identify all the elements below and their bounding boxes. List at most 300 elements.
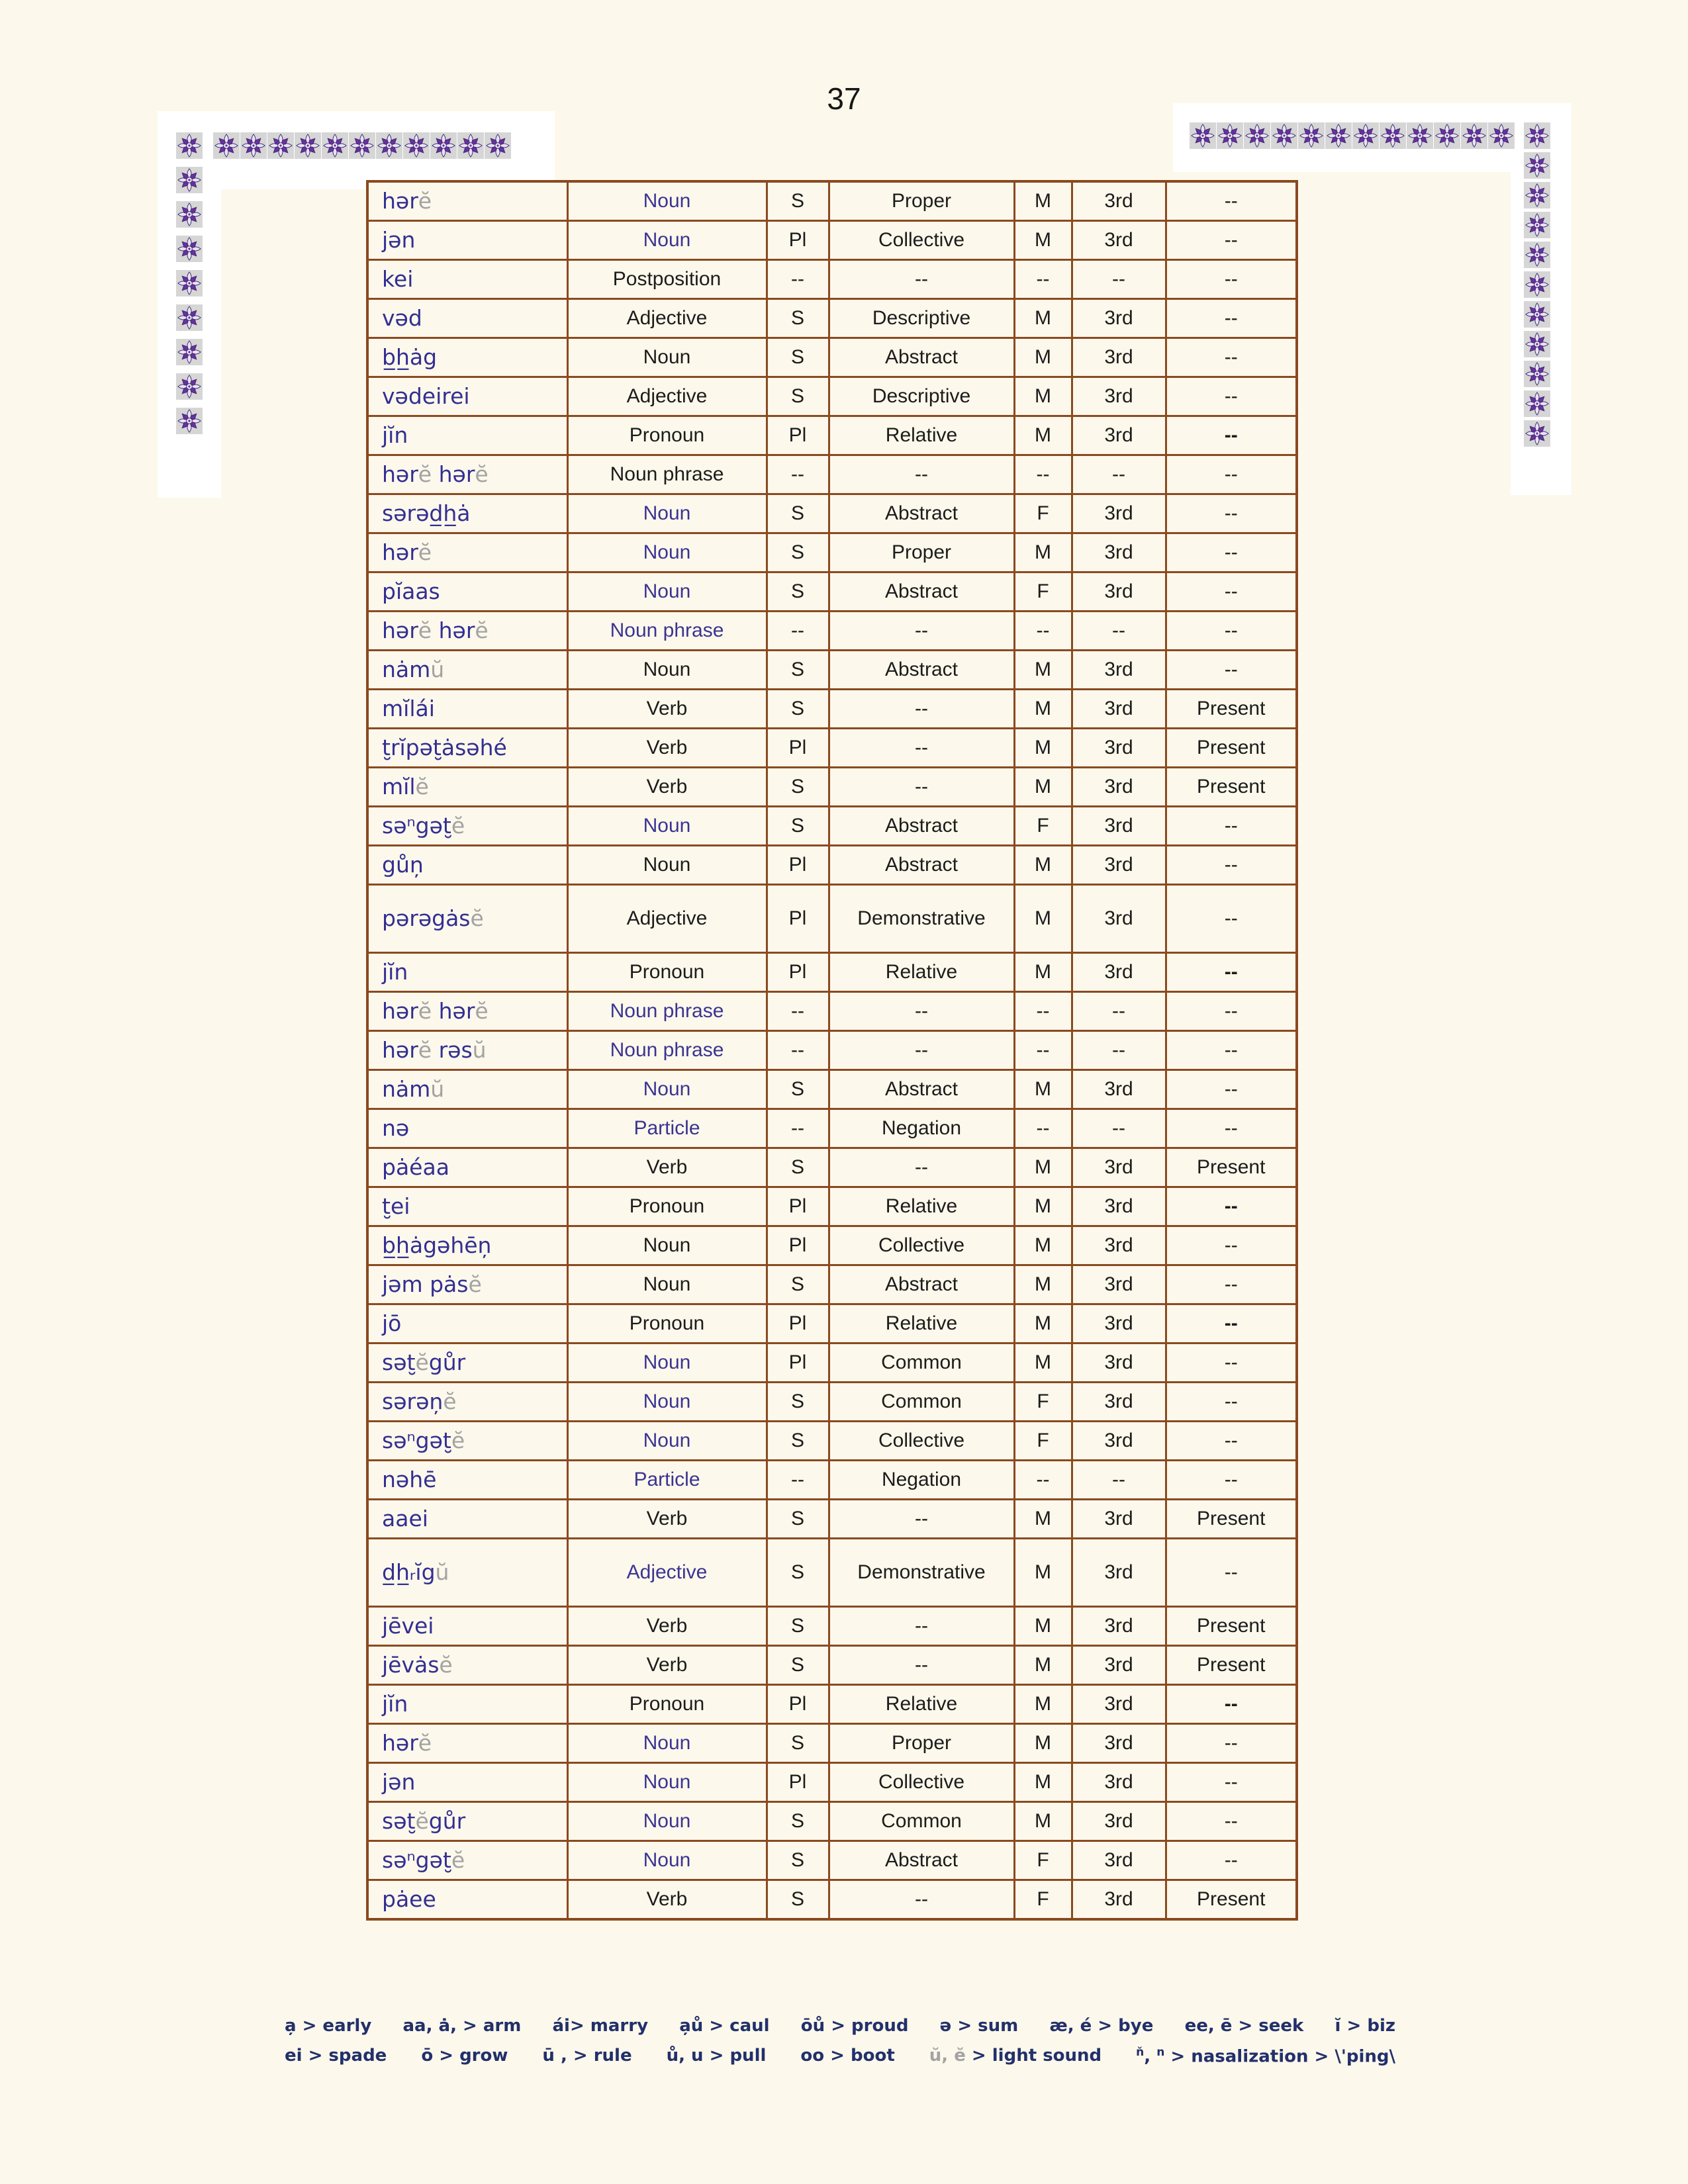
cell-number: Pl xyxy=(767,953,829,992)
cell-person: 3rd xyxy=(1072,1383,1166,1422)
table-row xyxy=(367,1148,1297,1187)
table-row xyxy=(367,181,1297,221)
cell-word xyxy=(367,807,567,846)
word-segment: sət̮ xyxy=(382,1349,416,1375)
cell-gender: F xyxy=(1014,1422,1072,1461)
word-light-segment: ĕ xyxy=(470,905,484,931)
word-light-segment: ĕ xyxy=(451,812,465,839)
flower-icon xyxy=(1407,123,1432,148)
cell-number: S xyxy=(767,572,829,612)
word-segment: ĭ > biz xyxy=(1335,2016,1395,2036)
flower-icon xyxy=(1524,421,1550,446)
cell-word xyxy=(367,1148,567,1187)
cell-word xyxy=(367,953,567,992)
cell-category: Abstract xyxy=(829,338,1014,377)
flower-square xyxy=(1190,122,1216,149)
word-segment: ō > grow xyxy=(421,2046,508,2066)
cell-number: S xyxy=(767,299,829,338)
cell-person: 3rd xyxy=(1072,768,1166,807)
cell-category: -- xyxy=(829,1148,1014,1187)
flower-square xyxy=(176,167,203,193)
word-segment: ə > sum xyxy=(939,2016,1019,2036)
flower-icon xyxy=(1434,123,1460,148)
cell-part-of-speech: Noun xyxy=(567,1802,767,1841)
cell-tense: -- xyxy=(1166,1763,1297,1802)
word-segment: hər xyxy=(432,461,475,487)
legend-line-2 xyxy=(285,2046,1395,2067)
word-segment: jēvei xyxy=(382,1612,434,1639)
cell-word xyxy=(367,1070,567,1109)
flower-icon xyxy=(177,167,202,193)
cell-category: Negation xyxy=(829,1109,1014,1148)
cell-tense: -- xyxy=(1166,1265,1297,1304)
cell-person: 3rd xyxy=(1072,1148,1166,1187)
flower-square xyxy=(1524,122,1550,149)
cell-person: 3rd xyxy=(1072,1265,1166,1304)
flower-square xyxy=(1244,122,1270,149)
word-segment: hər xyxy=(432,617,475,643)
cell-gender: M xyxy=(1014,377,1072,416)
legend-item xyxy=(801,2016,909,2036)
word-segment: səⁿgət̮ xyxy=(382,812,451,839)
cell-part-of-speech: Noun xyxy=(567,1383,767,1422)
cell-category: Collective xyxy=(829,1422,1014,1461)
cell-number: S xyxy=(767,1383,829,1422)
cell-part-of-speech: Noun xyxy=(567,1070,767,1109)
cell-person: 3rd xyxy=(1072,1763,1166,1802)
cell-tense: -- xyxy=(1166,181,1297,221)
word-segment: jēvȧs xyxy=(382,1651,440,1678)
cell-gender: M xyxy=(1014,338,1072,377)
cell-category: Collective xyxy=(829,1226,1014,1265)
flower-icon xyxy=(177,340,202,365)
cell-word xyxy=(367,1607,567,1646)
cell-category: Relative xyxy=(829,416,1014,455)
table-row xyxy=(367,807,1297,846)
cell-word xyxy=(367,416,567,455)
word-segment: mĭl xyxy=(382,773,416,799)
cell-person: 3rd xyxy=(1072,1685,1166,1724)
word-segment: jəm pȧs xyxy=(382,1271,469,1297)
legend-item xyxy=(553,2016,649,2036)
word-segment: gůņ xyxy=(382,851,424,878)
word-light-segment: ĕ xyxy=(418,617,432,643)
cell-part-of-speech: Noun xyxy=(567,846,767,885)
cell-category: Collective xyxy=(829,1763,1014,1802)
table-row xyxy=(367,690,1297,729)
cell-number: Pl xyxy=(767,885,829,953)
cell-number: S xyxy=(767,651,829,690)
word-segment: hər xyxy=(382,1036,418,1063)
word-segment: jĭn xyxy=(382,422,408,448)
word-segment: jən xyxy=(382,226,416,253)
word-light-segment: ĕ xyxy=(418,461,432,487)
cell-word xyxy=(367,338,567,377)
cell-person: 3rd xyxy=(1072,1070,1166,1109)
cell-tense: -- xyxy=(1166,299,1297,338)
cell-part-of-speech: Noun phrase xyxy=(567,455,767,494)
cell-gender: -- xyxy=(1014,455,1072,494)
cell-category: Relative xyxy=(829,1685,1014,1724)
cell-word xyxy=(367,1226,567,1265)
flower-icon xyxy=(1524,302,1550,327)
legend-item xyxy=(285,2016,371,2036)
cell-part-of-speech: Noun xyxy=(567,807,767,846)
word-light-segment: ĕ xyxy=(415,773,429,799)
word-segment: nə xyxy=(382,1115,410,1141)
cell-gender: M xyxy=(1014,1646,1072,1685)
cell-number: Pl xyxy=(767,1763,829,1802)
cell-person: 3rd xyxy=(1072,572,1166,612)
word-segment: pȧee xyxy=(382,1886,436,1912)
cell-person: 3rd xyxy=(1072,1607,1166,1646)
cell-gender: M xyxy=(1014,1539,1072,1607)
cell-tense: -- xyxy=(1166,1539,1297,1607)
cell-person: -- xyxy=(1072,1031,1166,1070)
cell-word xyxy=(367,377,567,416)
word-segment: jĭn xyxy=(382,1690,408,1717)
cell-gender: M xyxy=(1014,1685,1072,1724)
flower-icon xyxy=(177,271,202,296)
grammar-analysis-table xyxy=(366,180,1298,1921)
cell-word xyxy=(367,768,567,807)
cell-gender: -- xyxy=(1014,260,1072,299)
cell-category: Abstract xyxy=(829,651,1014,690)
cell-tense: -- xyxy=(1166,416,1297,455)
top-right-flower-border xyxy=(1190,122,1515,149)
cell-person: 3rd xyxy=(1072,1646,1166,1685)
cell-person: 3rd xyxy=(1072,807,1166,846)
cell-person: 3rd xyxy=(1072,1802,1166,1841)
cell-person: 3rd xyxy=(1072,953,1166,992)
flower-icon xyxy=(1524,183,1550,208)
flower-icon xyxy=(1524,242,1550,267)
cell-gender: M xyxy=(1014,651,1072,690)
right-flower-border xyxy=(1524,122,1550,447)
cell-tense: -- xyxy=(1166,455,1297,494)
cell-word xyxy=(367,690,567,729)
cell-category: Proper xyxy=(829,1724,1014,1763)
cell-gender: F xyxy=(1014,494,1072,533)
cell-number: -- xyxy=(767,612,829,651)
cell-person: 3rd xyxy=(1072,1880,1166,1920)
cell-category: -- xyxy=(829,690,1014,729)
cell-gender: M xyxy=(1014,533,1072,572)
cell-number: S xyxy=(767,768,829,807)
flower-square xyxy=(295,132,321,159)
cell-gender: -- xyxy=(1014,1461,1072,1500)
word-segment: ái> marry xyxy=(552,2016,649,2036)
table-row xyxy=(367,1304,1297,1343)
cell-person: 3rd xyxy=(1072,533,1166,572)
flower-square xyxy=(1325,122,1352,149)
word-segment: aa, ȧ, > arm xyxy=(402,2016,522,2036)
cell-number: Pl xyxy=(767,1187,829,1226)
cell-person: 3rd xyxy=(1072,1500,1166,1539)
left-flower-border xyxy=(176,132,203,434)
cell-number: -- xyxy=(767,1031,829,1070)
flower-square xyxy=(430,132,457,159)
cell-gender: M xyxy=(1014,953,1072,992)
cell-gender: M xyxy=(1014,1500,1072,1539)
cell-person: 3rd xyxy=(1072,1343,1166,1383)
word-light-segment: ĕ xyxy=(443,1388,457,1414)
flower-icon xyxy=(404,133,429,158)
word-light-segment: ŭ xyxy=(430,656,445,682)
cell-part-of-speech: Noun xyxy=(567,1265,767,1304)
legend-item xyxy=(285,2046,387,2067)
cell-word xyxy=(367,494,567,533)
flower-square xyxy=(1524,361,1550,387)
word-light-segment: ĕ xyxy=(439,1651,453,1678)
cell-tense: -- xyxy=(1166,1031,1297,1070)
cell-tense: Present xyxy=(1166,1880,1297,1920)
flower-icon xyxy=(322,133,348,158)
cell-person: 3rd xyxy=(1072,338,1166,377)
table-row xyxy=(367,1539,1297,1607)
word-segment: kei xyxy=(382,265,414,292)
cell-number: S xyxy=(767,1539,829,1607)
cell-tense: -- xyxy=(1166,953,1297,992)
cell-number: S xyxy=(767,690,829,729)
cell-gender: -- xyxy=(1014,612,1072,651)
word-segment: nəhē xyxy=(382,1466,437,1492)
table-row xyxy=(367,1724,1297,1763)
cell-gender: M xyxy=(1014,729,1072,768)
word-segment: səⁿgət̮ xyxy=(382,1427,451,1453)
cell-gender: M xyxy=(1014,1343,1072,1383)
flower-icon xyxy=(1299,123,1324,148)
flower-icon xyxy=(1489,123,1514,148)
cell-category: -- xyxy=(829,455,1014,494)
cell-word xyxy=(367,1763,567,1802)
cell-gender: F xyxy=(1014,1383,1072,1422)
cell-gender: -- xyxy=(1014,1109,1072,1148)
word-segment: rəs xyxy=(432,1036,473,1063)
flower-icon xyxy=(1524,272,1550,297)
word-segment: b̲h̲ȧg xyxy=(382,343,438,370)
table-row xyxy=(367,1607,1297,1646)
cell-number: S xyxy=(767,1880,829,1920)
table-row xyxy=(367,729,1297,768)
table-row xyxy=(367,846,1297,885)
cell-part-of-speech: Particle xyxy=(567,1461,767,1500)
word-segment: hər xyxy=(382,617,418,643)
cell-category: Relative xyxy=(829,953,1014,992)
table-row xyxy=(367,260,1297,299)
flower-square xyxy=(1524,420,1550,447)
flower-square xyxy=(1298,122,1325,149)
cell-category: Negation xyxy=(829,1461,1014,1500)
table-row xyxy=(367,455,1297,494)
cell-gender: M xyxy=(1014,1226,1072,1265)
cell-part-of-speech: Verb xyxy=(567,1646,767,1685)
cell-part-of-speech: Noun xyxy=(567,1763,767,1802)
table-row xyxy=(367,1265,1297,1304)
cell-category: Abstract xyxy=(829,494,1014,533)
cell-part-of-speech: Verb xyxy=(567,1880,767,1920)
cell-word xyxy=(367,455,567,494)
word-segment: ee, ē > seek xyxy=(1184,2016,1304,2036)
flower-square xyxy=(322,132,348,159)
word-segment: a̦ů > caul xyxy=(679,2016,770,2036)
legend-item xyxy=(403,2016,522,2036)
cell-tense: Present xyxy=(1166,729,1297,768)
cell-gender: M xyxy=(1014,1724,1072,1763)
legend-item xyxy=(1335,2016,1395,2036)
flower-square xyxy=(1461,122,1487,149)
table-row xyxy=(367,885,1297,953)
cell-part-of-speech: Noun xyxy=(567,221,767,260)
cell-tense: -- xyxy=(1166,612,1297,651)
cell-part-of-speech: Adjective xyxy=(567,885,767,953)
flower-square xyxy=(1352,122,1379,149)
cell-person: -- xyxy=(1072,260,1166,299)
cell-tense: -- xyxy=(1166,1226,1297,1265)
table-row xyxy=(367,377,1297,416)
cell-word xyxy=(367,299,567,338)
cell-tense: Present xyxy=(1166,768,1297,807)
cell-number: S xyxy=(767,1070,829,1109)
word-segment: t̮rĭpət̮ȧsəhé xyxy=(382,734,507,760)
cell-category: Abstract xyxy=(829,807,1014,846)
word-segment: mĭlái xyxy=(382,695,435,721)
cell-number: -- xyxy=(767,455,829,494)
cell-number: Pl xyxy=(767,729,829,768)
flower-icon xyxy=(1524,212,1550,238)
word-light-segment: ĕ xyxy=(418,1036,432,1063)
cell-gender: M xyxy=(1014,1607,1072,1646)
word-segment: hər xyxy=(382,461,418,487)
flower-icon xyxy=(485,133,510,158)
cell-number: -- xyxy=(767,1109,829,1148)
flower-icon xyxy=(268,133,293,158)
word-light-segment: ĕ xyxy=(418,1729,432,1756)
table-row xyxy=(367,992,1297,1031)
cell-number: S xyxy=(767,807,829,846)
legend-item xyxy=(542,2046,632,2067)
cell-part-of-speech: Noun xyxy=(567,181,767,221)
word-segment: vədeirei xyxy=(382,383,470,409)
cell-person: 3rd xyxy=(1072,729,1166,768)
word-light-segment: ĕ xyxy=(451,1427,465,1453)
cell-number: S xyxy=(767,1265,829,1304)
word-light-segment: ŭ xyxy=(472,1036,487,1063)
cell-category: -- xyxy=(829,1880,1014,1920)
cell-category: Common xyxy=(829,1383,1014,1422)
word-segment: gůr xyxy=(428,1349,466,1375)
cell-category: Abstract xyxy=(829,1070,1014,1109)
cell-gender: M xyxy=(1014,1763,1072,1802)
table-row xyxy=(367,1685,1297,1724)
table-row xyxy=(367,1343,1297,1383)
cell-word xyxy=(367,612,567,651)
cell-gender: M xyxy=(1014,1304,1072,1343)
cell-part-of-speech: Noun xyxy=(567,1422,767,1461)
cell-word xyxy=(367,221,567,260)
cell-gender: M xyxy=(1014,846,1072,885)
cell-tense: -- xyxy=(1166,846,1297,885)
cell-part-of-speech: Adjective xyxy=(567,377,767,416)
cell-person: 3rd xyxy=(1072,690,1166,729)
cell-category: Abstract xyxy=(829,572,1014,612)
cell-part-of-speech: Verb xyxy=(567,690,767,729)
word-light-segment: ŭ xyxy=(430,1075,445,1102)
cell-tense: -- xyxy=(1166,1685,1297,1724)
word-segment: a̦ > early xyxy=(285,2016,372,2036)
word-segment: d̲h̲ᵣĭg xyxy=(382,1559,436,1585)
table-row xyxy=(367,1031,1297,1070)
cell-part-of-speech: Verb xyxy=(567,1500,767,1539)
flower-square xyxy=(349,132,375,159)
cell-word xyxy=(367,1880,567,1920)
table-row xyxy=(367,1383,1297,1422)
cell-category: -- xyxy=(829,1031,1014,1070)
cell-person: 3rd xyxy=(1072,377,1166,416)
cell-category: Proper xyxy=(829,181,1014,221)
word-light-segment: ĕ xyxy=(415,1349,429,1375)
word-segment: sərəd̲h̲ȧ xyxy=(382,500,471,526)
word-segment: , xyxy=(1144,2046,1157,2067)
cell-gender: M xyxy=(1014,768,1072,807)
cell-person: 3rd xyxy=(1072,221,1166,260)
cell-category: Common xyxy=(829,1343,1014,1383)
cell-person: 3rd xyxy=(1072,1304,1166,1343)
cell-number: Pl xyxy=(767,1226,829,1265)
word-light-segment: ĕ xyxy=(475,461,489,487)
cell-tense: -- xyxy=(1166,651,1297,690)
cell-word xyxy=(367,1646,567,1685)
cell-part-of-speech: Verb xyxy=(567,1607,767,1646)
legend-line-1 xyxy=(285,2016,1395,2036)
flower-icon xyxy=(1524,332,1550,357)
word-light-segment: ĕ xyxy=(418,997,432,1024)
word-light-segment: ĕ xyxy=(451,1846,465,1873)
cell-word xyxy=(367,1802,567,1841)
cell-person: -- xyxy=(1072,455,1166,494)
word-segment: jō xyxy=(382,1310,402,1336)
cell-person: 3rd xyxy=(1072,885,1166,953)
flower-icon xyxy=(1190,123,1215,148)
word-segment: æ, é > bye xyxy=(1049,2016,1154,2036)
pronunciation-legend xyxy=(285,2016,1395,2077)
flower-square xyxy=(1524,182,1550,208)
flower-icon xyxy=(350,133,375,158)
word-segment: sət̮ xyxy=(382,1807,416,1834)
cell-person: 3rd xyxy=(1072,1226,1166,1265)
word-segment: > light sound xyxy=(965,2046,1102,2066)
cell-category: -- xyxy=(829,768,1014,807)
cell-gender: F xyxy=(1014,1880,1072,1920)
cell-person: -- xyxy=(1072,992,1166,1031)
word-segment: vəd xyxy=(382,304,422,331)
cell-part-of-speech: Pronoun xyxy=(567,953,767,992)
cell-word xyxy=(367,992,567,1031)
cell-part-of-speech: Postposition xyxy=(567,260,767,299)
table-row xyxy=(367,299,1297,338)
cell-part-of-speech: Verb xyxy=(567,1148,767,1187)
word-light-segment: ĕ xyxy=(475,997,489,1024)
cell-part-of-speech: Noun xyxy=(567,572,767,612)
cell-word xyxy=(367,846,567,885)
cell-gender: M xyxy=(1014,1802,1072,1841)
flower-square xyxy=(176,373,203,400)
cell-number: S xyxy=(767,1841,829,1880)
word-segment: sərəņ xyxy=(382,1388,444,1414)
cell-person: -- xyxy=(1072,1109,1166,1148)
cell-tense: -- xyxy=(1166,1070,1297,1109)
word-light-segment: ĕ xyxy=(418,539,432,565)
